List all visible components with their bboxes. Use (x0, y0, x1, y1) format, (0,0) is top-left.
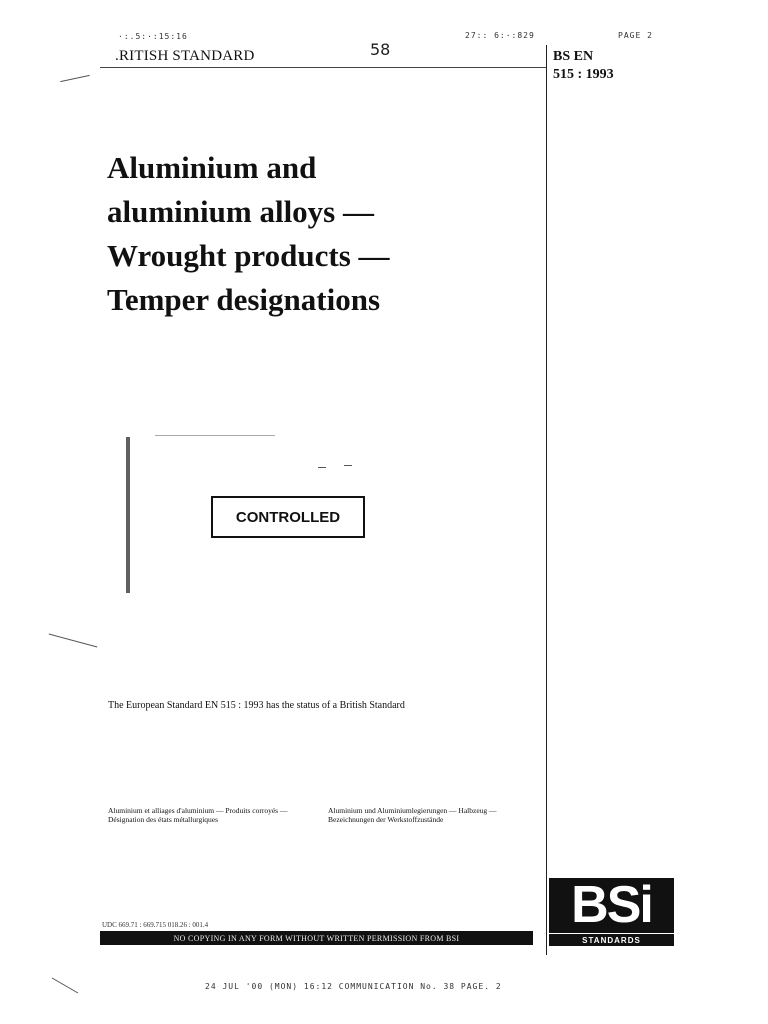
copyright-notice: NO COPYING IN ANY FORM WITHOUT WRITTEN PERMISSION FROM BSI (100, 931, 533, 945)
document-title (107, 146, 527, 322)
column-divider (546, 45, 547, 955)
controlled-stamp: CONTROLLED (211, 496, 365, 538)
title-line-1: Aluminium and (107, 150, 317, 185)
scan-edge-mark (126, 437, 130, 593)
scan-stray-mark (60, 75, 90, 82)
bsi-logo-label: STANDARDS (549, 934, 674, 946)
scan-dash-mark (155, 435, 275, 436)
title-line-2: aluminium alloys — (107, 194, 374, 229)
status-statement: The European Standard EN 515 : 1993 has the status of a British Standard (108, 700, 405, 711)
fax-header-left: ·:.5:·:15:16 (118, 32, 188, 41)
scan-dot-mark (344, 465, 352, 466)
bsi-logo (549, 878, 674, 946)
fax-header-right: PAGE 2 (618, 31, 653, 40)
title-line-3: Wrought products — (107, 238, 390, 273)
french-title: Aluminium et alliages d'aluminium — Produits corroyés — Désignation des états métallurgiques (108, 806, 288, 824)
fax-footer: 24 JUL '00 (MON) 16:12 COMMUNICATION No. 38 PAGE. 2 (205, 982, 502, 991)
document-series: .RITISH STANDARD (115, 48, 255, 64)
bsi-logo-mark: BSi (571, 876, 652, 934)
standard-code-line2: 515 : 1993 (553, 67, 614, 82)
standard-code (553, 48, 614, 84)
udc-references: UDC 669.71 : 669.715 018.26 : 001.4 (102, 921, 209, 929)
header-rule (100, 67, 546, 68)
title-line-4: Temper designations (107, 282, 381, 317)
scan-stray-mark (52, 978, 78, 994)
fax-header-middle: 27:: 6:·:829 (465, 31, 535, 40)
scan-stray-mark (49, 634, 98, 648)
bsi-logo-mark-box (549, 878, 674, 933)
german-title: Aluminium und Aluminiumlegierungen — Halbzeug — Bezeichnungen der Werkstoffzustände (328, 806, 497, 824)
handwritten-note: 58 (370, 40, 391, 59)
standard-code-line1: BS EN (553, 49, 594, 64)
scan-dot-mark (318, 467, 326, 468)
